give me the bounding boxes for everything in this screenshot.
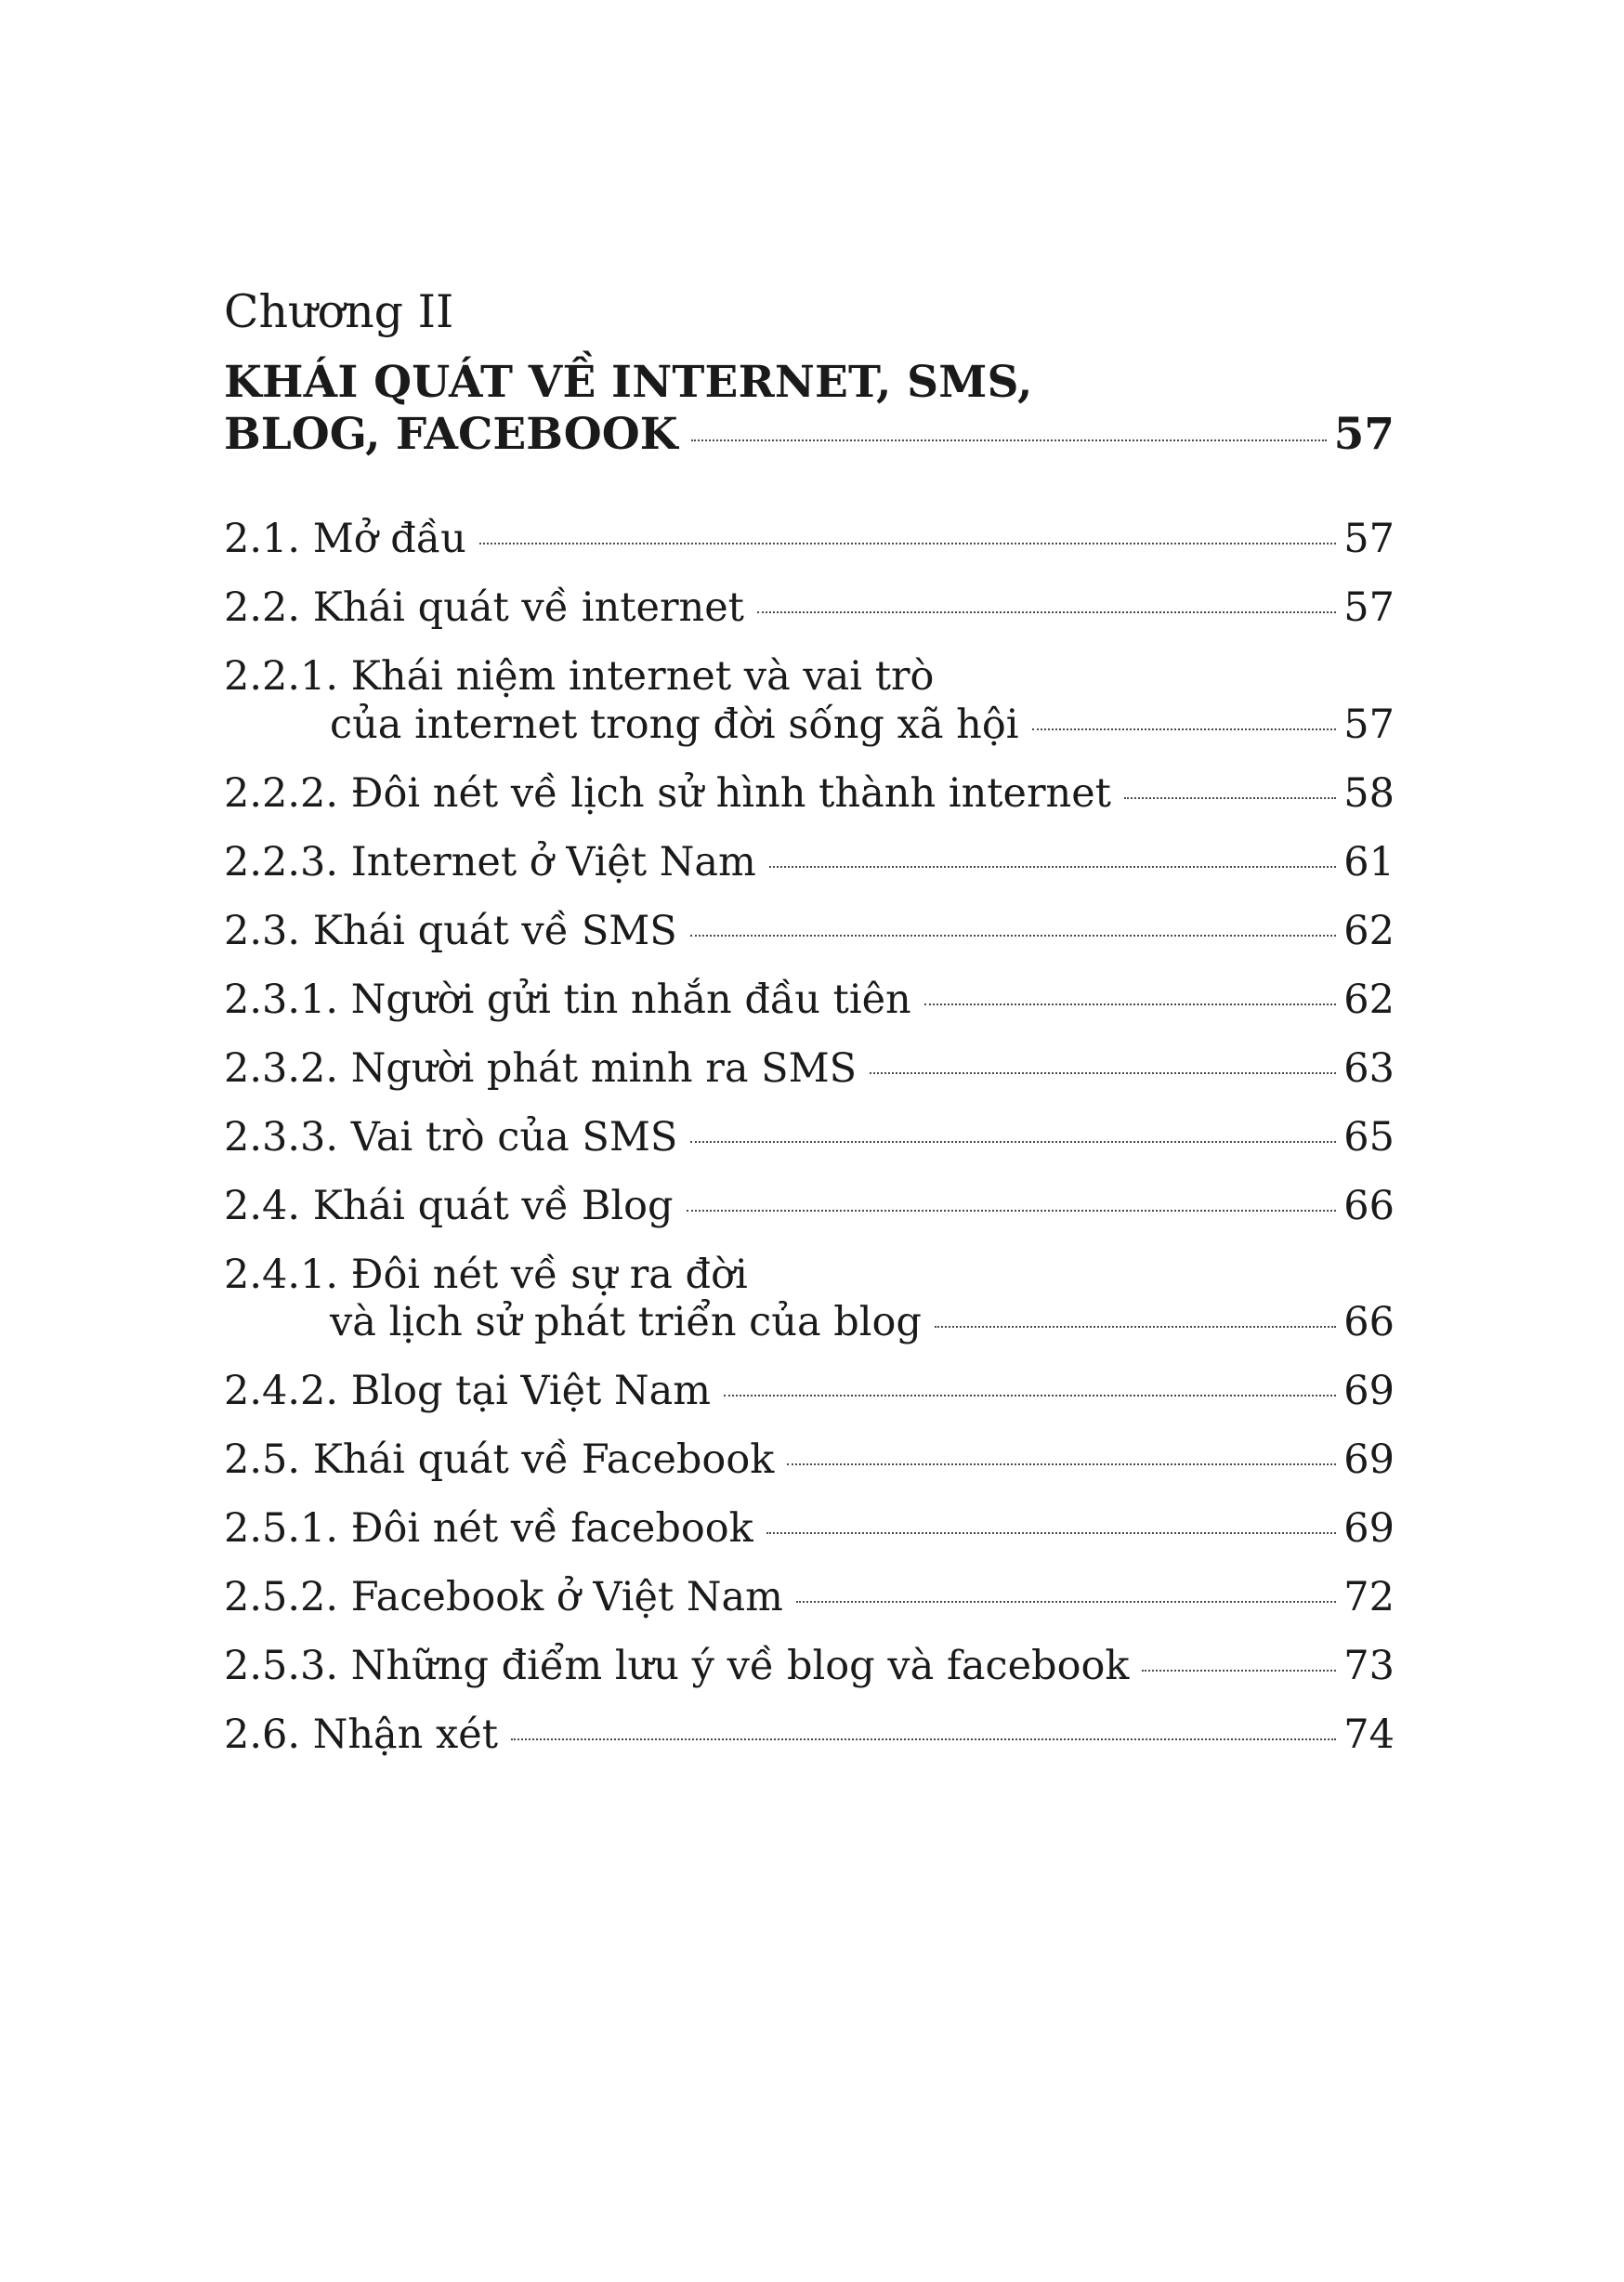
toc-page-number: 57 bbox=[1343, 584, 1395, 631]
toc-entry-first-line: 2.2.1. Khái niệm internet và vai trò bbox=[224, 653, 935, 700]
dot-leader bbox=[924, 1003, 1337, 1005]
dot-leader bbox=[935, 1326, 1336, 1328]
dot-leader bbox=[787, 1463, 1336, 1465]
toc-page-number: 69 bbox=[1343, 1436, 1395, 1483]
toc-entry-title: 2.1. Mở đầu bbox=[224, 516, 466, 562]
toc-entry bbox=[224, 977, 1395, 1023]
toc-entry bbox=[224, 584, 1395, 631]
toc-entry-title: của internet trong đời sống xã hội bbox=[330, 702, 1019, 748]
dot-leader bbox=[687, 1210, 1337, 1212]
toc-entry-title: 2.5. Khái quát về Facebook bbox=[224, 1436, 775, 1483]
chapter-page-number: 57 bbox=[1333, 409, 1395, 460]
dot-leader bbox=[757, 611, 1336, 613]
toc-page-number: 66 bbox=[1343, 1183, 1395, 1229]
toc-entry-title: và lịch sử phát triển của blog bbox=[330, 1299, 922, 1345]
toc-entry-title: 2.3.3. Vai trò của SMS bbox=[224, 1114, 678, 1161]
toc-page-number: 69 bbox=[1343, 1368, 1395, 1414]
toc-entry bbox=[224, 516, 1395, 562]
toc-page-number: 69 bbox=[1343, 1505, 1395, 1552]
toc-entry-title: 2.3. Khái quát về SMS bbox=[224, 908, 677, 954]
toc-entry-title: 2.4. Khái quát về Blog bbox=[224, 1183, 674, 1229]
chapter-title-line-2: BLOG, FACEBOOK bbox=[224, 409, 678, 460]
toc-entry bbox=[224, 1299, 1395, 1345]
dot-leader bbox=[511, 1738, 1336, 1740]
toc-page-number: 58 bbox=[1343, 770, 1395, 817]
toc-entry-title: 2.3.1. Người gửi tin nhắn đầu tiên bbox=[224, 977, 911, 1023]
toc-entry-title: 2.2.2. Đôi nét về lịch sử hình thành internet bbox=[224, 770, 1111, 817]
chapter-title-entry bbox=[224, 409, 1395, 460]
toc-entry bbox=[224, 702, 1395, 748]
chapter-title-line-1: KHÁI QUÁT VỀ INTERNET, SMS, bbox=[224, 357, 1033, 408]
dot-leader bbox=[479, 543, 1336, 544]
toc-page-number: 66 bbox=[1343, 1299, 1395, 1345]
chapter-label: Chương II bbox=[224, 285, 454, 338]
dot-leader bbox=[1124, 797, 1336, 799]
dot-leader bbox=[766, 1532, 1337, 1534]
toc-entry bbox=[224, 1183, 1395, 1229]
toc-page-number: 61 bbox=[1343, 839, 1395, 885]
toc-page-number: 73 bbox=[1343, 1643, 1395, 1689]
dot-leader bbox=[796, 1601, 1336, 1603]
toc-entry-first-line: 2.4.1. Đôi nét về sự ra đời bbox=[224, 1252, 748, 1298]
toc-entry bbox=[224, 908, 1395, 954]
toc-page-number: 57 bbox=[1343, 702, 1395, 748]
dot-leader bbox=[1142, 1670, 1336, 1672]
toc-entry bbox=[224, 1505, 1395, 1552]
dot-leader bbox=[1032, 728, 1337, 730]
toc-page-number: 62 bbox=[1343, 908, 1395, 954]
toc-entry-title: 2.4.2. Blog tại Việt Nam bbox=[224, 1368, 711, 1414]
toc-entry bbox=[224, 1712, 1395, 1758]
toc-page-number: 63 bbox=[1343, 1045, 1395, 1092]
toc-entry bbox=[224, 1045, 1395, 1092]
dot-leader bbox=[870, 1072, 1336, 1074]
toc-entry-title: 2.3.2. Người phát minh ra SMS bbox=[224, 1045, 858, 1092]
toc-page-number: 74 bbox=[1343, 1712, 1395, 1758]
toc-entry bbox=[224, 1643, 1395, 1689]
toc-entry bbox=[224, 1574, 1395, 1620]
toc-page-number: 57 bbox=[1343, 516, 1395, 562]
toc-entry bbox=[224, 1436, 1395, 1483]
toc-entry-title: 2.5.1. Đôi nét về facebook bbox=[224, 1505, 753, 1552]
toc-entry bbox=[224, 839, 1395, 885]
dot-leader bbox=[690, 1141, 1336, 1143]
toc-entry bbox=[224, 1114, 1395, 1161]
toc-page-number: 72 bbox=[1343, 1574, 1395, 1620]
dot-leader bbox=[691, 439, 1327, 441]
toc-entry bbox=[224, 770, 1395, 817]
toc-entry-title: 2.2.3. Internet ở Việt Nam bbox=[224, 839, 756, 885]
dot-leader bbox=[769, 866, 1336, 868]
dot-leader bbox=[690, 935, 1337, 937]
toc-page-number: 62 bbox=[1343, 977, 1395, 1023]
toc-entry-title: 2.6. Nhận xét bbox=[224, 1712, 499, 1758]
toc-entry-title: 2.5.2. Facebook ở Việt Nam bbox=[224, 1574, 783, 1620]
dot-leader bbox=[724, 1395, 1336, 1397]
toc-page-number: 65 bbox=[1343, 1114, 1395, 1161]
toc-entry-title: 2.5.3. Những điểm lưu ý về blog và facebook bbox=[224, 1643, 1130, 1689]
toc-entry-title: 2.2. Khái quát về internet bbox=[224, 584, 744, 631]
toc-entry bbox=[224, 1368, 1395, 1414]
